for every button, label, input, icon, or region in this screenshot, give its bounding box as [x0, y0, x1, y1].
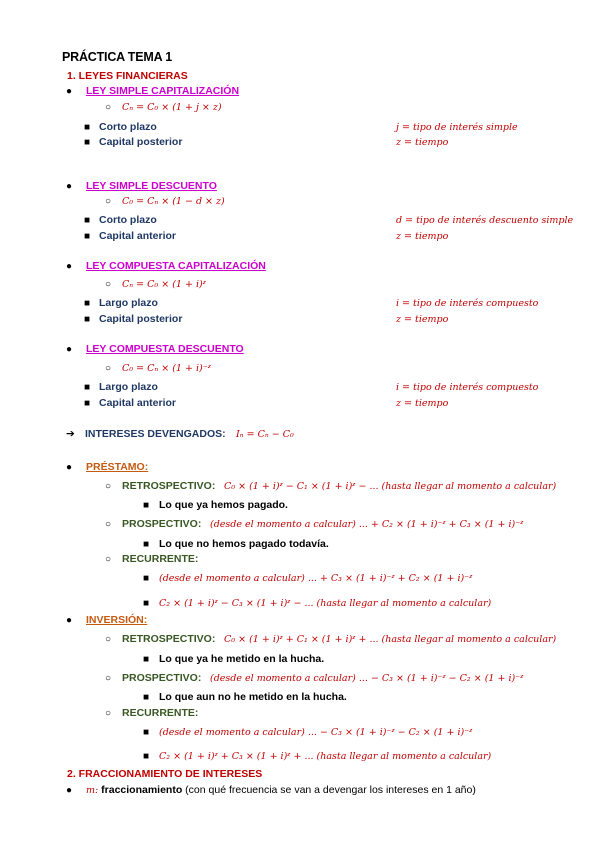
- circle-marker: ○: [105, 279, 112, 290]
- inversion-prospectivo-label: PROSPECTIVO:: [122, 672, 202, 684]
- item-capital-anterior: Capital anterior: [99, 397, 177, 409]
- fraccionamiento-bold: fraccionamiento: [101, 784, 183, 796]
- bullet-marker: ●: [66, 462, 73, 473]
- circle-marker: ○: [105, 481, 112, 492]
- inversion-retrospectivo-note: Lo que ya he metido en la hucha.: [159, 653, 325, 665]
- page-title: PRÁCTICA TEMA 1: [62, 50, 172, 64]
- square-marker: ■: [84, 231, 91, 242]
- square-marker: ■: [143, 598, 150, 609]
- ley-compuesta-capitalizacion-heading: LEY COMPUESTA CAPITALIZACIÓN: [86, 260, 266, 272]
- square-marker: ■: [84, 382, 91, 393]
- circle-marker: ○: [105, 554, 112, 565]
- def-j: j = tipo de interés simple: [396, 122, 518, 133]
- inversion-recurrente-label: RECURRENTE:: [122, 707, 199, 719]
- bullet-marker: ●: [66, 785, 73, 796]
- def-i: i = tipo de interés compuesto: [396, 298, 539, 309]
- def-z: z = tiempo: [396, 137, 449, 148]
- fraccionamiento-rest: (con qué frecuencia se van a devengar los intereses en 1 año): [182, 784, 476, 796]
- inversion-retrospectivo-label: RETROSPECTIVO:: [122, 633, 216, 645]
- square-marker: ■: [84, 137, 91, 148]
- inversion-recurrente-line-2: C₂ × (1 + i)ᶻ + C₃ × (1 + i)ᶻ + ... (hasta llegar al momento a calcular): [159, 751, 492, 762]
- arrow-icon: ➔: [66, 428, 75, 440]
- def-i: i = tipo de interés compuesto: [396, 382, 539, 393]
- circle-marker: ○: [105, 363, 112, 374]
- bullet-marker: ●: [66, 86, 73, 97]
- prestamo-prospectivo-formula: (desde el momento a calcular) ... + C₂ × (1 + i)⁻ᶻ + C₃ × (1 + i)⁻ᶻ: [210, 519, 524, 530]
- def-z: z = tiempo: [396, 398, 449, 409]
- formula-simple-descuento: C₀ = Cₙ × (1 − d × z): [122, 196, 225, 207]
- prestamo-retrospectivo-note: Lo que ya hemos pagado.: [159, 499, 288, 511]
- formula-compuesta-descuento: C₀ = Cₙ × (1 + i)⁻ᶻ: [122, 363, 211, 374]
- inversion-retrospectivo-formula: C₀ × (1 + i)ᶻ + C₁ × (1 + i)ᶻ + ... (hasta llegar al momento a calcular): [224, 634, 557, 645]
- square-marker: ■: [143, 692, 150, 703]
- prestamo-recurrente-line-1: (desde el momento a calcular) ... + C₃ × (1 + i)⁻ᶻ + C₂ × (1 + i)⁻ᶻ: [159, 573, 473, 584]
- item-capital-anterior: Capital anterior: [99, 230, 177, 242]
- inversion-recurrente-line-1: (desde el momento a calcular) ... − C₃ × (1 + i)⁻ᶻ − C₂ × (1 + i)⁻ᶻ: [159, 727, 473, 738]
- item-corto-plazo: Corto plazo: [99, 121, 157, 133]
- formula-compuesta-capitalizacion: Cₙ = C₀ × (1 + i)ᶻ: [122, 279, 206, 290]
- square-marker: ■: [84, 215, 91, 226]
- circle-marker: ○: [105, 634, 112, 645]
- circle-marker: ○: [105, 673, 112, 684]
- prestamo-prospectivo-note: Lo que no hemos pagado todavía.: [159, 538, 329, 550]
- fraccionamiento-m: m:: [86, 785, 99, 796]
- def-d: d = tipo de interés descuento simple: [396, 215, 574, 226]
- ley-compuesta-descuento-heading: LEY COMPUESTA DESCUENTO: [86, 343, 244, 355]
- square-marker: ■: [143, 573, 150, 584]
- square-marker: ■: [84, 314, 91, 325]
- item-largo-plazo: Largo plazo: [99, 297, 158, 309]
- prestamo-retrospectivo-label: RETROSPECTIVO:: [122, 480, 216, 492]
- item-corto-plazo: Corto plazo: [99, 214, 157, 226]
- bullet-marker: ●: [66, 261, 73, 272]
- item-capital-posterior: Capital posterior: [99, 136, 183, 148]
- square-marker: ■: [143, 539, 150, 550]
- circle-marker: ○: [105, 102, 112, 113]
- square-marker: ■: [143, 654, 150, 665]
- def-z: z = tiempo: [396, 314, 449, 325]
- inversion-heading: INVERSIÓN:: [86, 614, 148, 626]
- fraccionamiento-line: [86, 784, 476, 797]
- square-marker: ■: [84, 298, 91, 309]
- bullet-marker: ●: [66, 181, 73, 192]
- bullet-marker: ●: [66, 615, 73, 626]
- square-marker: ■: [84, 398, 91, 409]
- formula-simple-capitalizacion: Cₙ = C₀ × (1 + j × z): [122, 102, 222, 113]
- square-marker: ■: [143, 751, 150, 762]
- bullet-marker: ●: [66, 344, 73, 355]
- circle-marker: ○: [105, 519, 112, 530]
- prestamo-prospectivo-label: PROSPECTIVO:: [122, 518, 202, 530]
- circle-marker: ○: [105, 708, 112, 719]
- section-2-heading: 2. FRACCIONAMIENTO DE INTERESES: [67, 768, 263, 780]
- prestamo-heading: PRÉSTAMO:: [86, 461, 149, 473]
- item-capital-posterior: Capital posterior: [99, 313, 183, 325]
- def-z: z = tiempo: [396, 231, 449, 242]
- square-marker: ■: [143, 727, 150, 738]
- formula-intereses: Iₙ = Cₙ − C₀: [236, 429, 294, 440]
- prestamo-recurrente-label: RECURRENTE:: [122, 553, 199, 565]
- prestamo-recurrente-line-2: C₂ × (1 + i)ᶻ − C₃ × (1 + i)ᶻ − ... (hasta llegar al momento a calcular): [159, 598, 492, 609]
- intereses-devengados-label: INTERESES DEVENGADOS:: [85, 428, 226, 440]
- inversion-prospectivo-formula: (desde el momento a calcular) ... − C₃ × (1 + i)⁻ᶻ − C₂ × (1 + i)⁻ᶻ: [210, 673, 524, 684]
- ley-simple-capitalizacion-heading: LEY SIMPLE CAPITALIZACIÓN: [86, 85, 240, 97]
- item-largo-plazo: Largo plazo: [99, 381, 158, 393]
- square-marker: ■: [143, 500, 150, 511]
- prestamo-retrospectivo-formula: C₀ × (1 + i)ᶻ − C₁ × (1 + i)ᶻ − ... (hasta llegar al momento a calcular): [224, 481, 557, 492]
- ley-simple-descuento-heading: LEY SIMPLE DESCUENTO: [86, 180, 217, 192]
- inversion-prospectivo-note: Lo que aun no he metido en la hucha.: [159, 691, 347, 703]
- square-marker: ■: [84, 122, 91, 133]
- circle-marker: ○: [105, 196, 112, 207]
- section-1-heading: 1. LEYES FINANCIERAS: [67, 70, 188, 82]
